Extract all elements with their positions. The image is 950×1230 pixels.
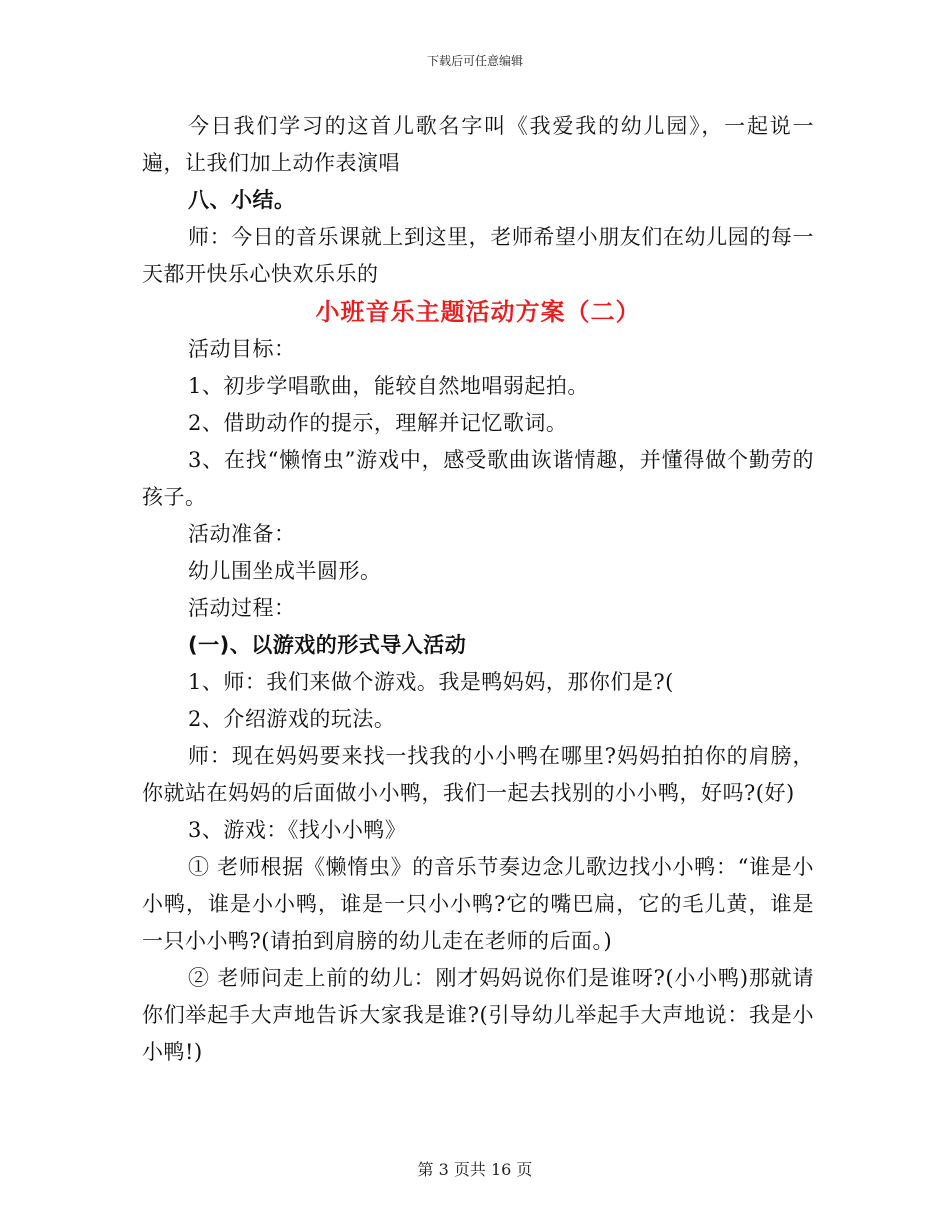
paragraph-song-intro: 今日我们学习的这首儿歌名字叫《我爱我的幼儿园》，一起说一遍，让我们加上动作表演唱 [142, 114, 814, 175]
goal-item-2: 2、借助动作的提示，理解并记忆歌词。 [188, 411, 568, 435]
step1-title: (一)、以游戏的形式导入活动 [188, 633, 467, 657]
game-step-2: ② 老师问走上前的幼儿：刚才妈妈说你们是谁呀?(小小鸭)那就请你们举起手大声地告诉大家我是谁?(引导幼儿举起手大声地说：我是小小鸭!) [142, 966, 814, 1064]
document-title: 小班音乐主题活动方案（二） [315, 298, 641, 326]
goal-item-3: 3、在找“懒惰虫”游戏中，感受歌曲诙谐情趣，并懂得做个勤劳的孩子。 [142, 448, 814, 509]
page-footer: 第 3 页共 16 页 [417, 1160, 533, 1179]
document-body [142, 108, 814, 1071]
goals-label: 活动目标： [188, 337, 296, 361]
heading-summary: 八、小结。 [188, 188, 296, 212]
process-label: 活动过程： [188, 596, 296, 620]
step-item-3: 3、游戏：《找小小鸭》 [188, 818, 407, 842]
prep-text: 幼儿围坐成半圆形。 [188, 559, 382, 583]
page-header: 下载后可任意编辑 [426, 54, 523, 68]
paragraph-teacher-closing: 师：今日的音乐课就上到这里，老师希望小朋友们在幼儿园的每一天都开快乐心快欢乐乐的 [142, 225, 814, 286]
goal-item-1: 1、初步学唱歌曲，能较自然地唱弱起拍。 [188, 374, 589, 398]
step-item-2: 2、介绍游戏的玩法。 [188, 707, 396, 731]
step-2-detail: 师：现在妈妈要来找一找我的小小鸭在哪里?妈妈拍拍你的肩膀，你就站在妈妈的后面做小小鸭，我们一起去找别的小小鸭，好吗?(好) [142, 744, 814, 805]
step-item-1: 1、师：我们来做个游戏。我是鸭妈妈，那你们是?( [188, 670, 674, 694]
game-step-1: ① 老师根据《懒惰虫》的音乐节奏边念儿歌边找小小鸭：“谁是小小鸭，谁是小小鸭，谁是一只小小鸭?它的嘴巴扁，它的毛儿黄，谁是一只小小鸭?(请拍到肩膀的幼儿走在老师的后面。) [142, 855, 814, 953]
prep-label: 活动准备： [188, 522, 296, 546]
